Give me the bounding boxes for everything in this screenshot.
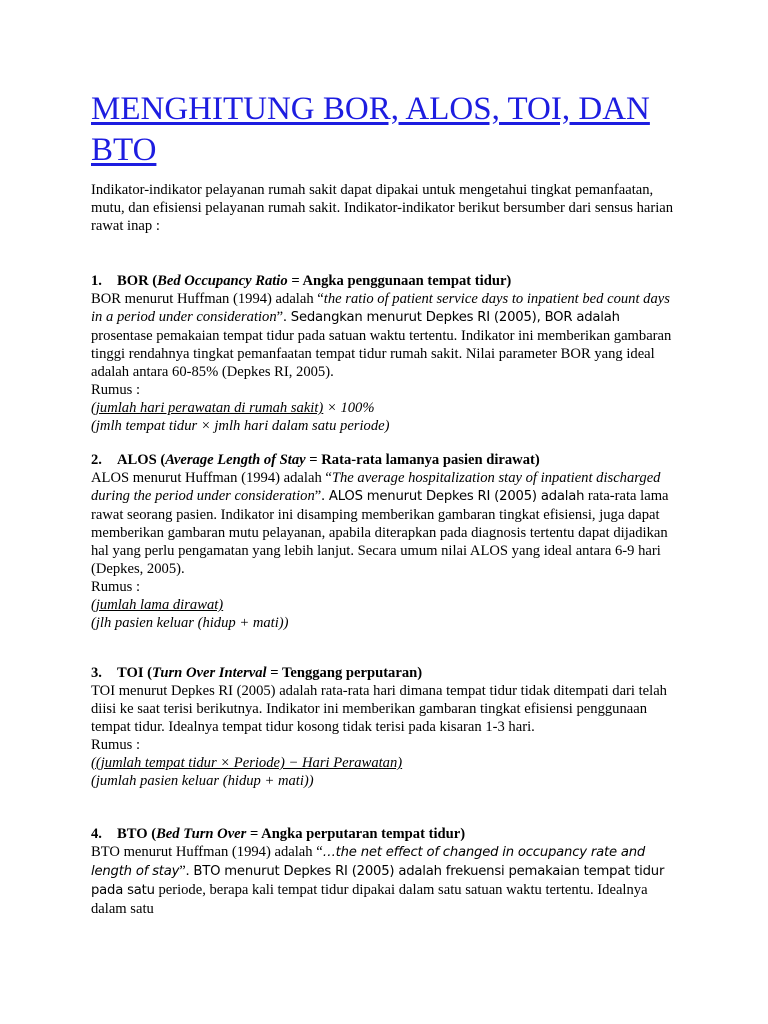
term: Bed Occupancy Ratio [157, 273, 288, 289]
section-bor-body: BOR menurut Huffman (1994) adalah “the ratio of patient service days to inpatient bed count days in a period under consideration”. Sedangkan menurut Depkes RI (2005), BOR adalah prosentase pemakaian tempat tidur pada satuan waktu tertentu. Indikator ini memberikan gambaran tinggi rendahnya tingkat pemanfaatan tempat tidur rumah sakit. Nilai parameter BOR yang ideal adalah antara 60-85% (Depkes RI, 2005). [91, 291, 672, 380]
section-bto [91, 825, 681, 918]
quote: …the net effect of changed in occupancy rate and length of stay [91, 845, 646, 879]
formula-numerator: ((jumlah tempat tidur × Periode) − Hari Perawatan) [91, 755, 403, 771]
rumus-label: Rumus : [91, 382, 141, 398]
section-bto-body: BTO menurut Huffman (1994) adalah “…the net effect of changed in occupancy rate and length of stay”. BTO menurut Depkes RI (2005) adalah frekuensi pemakaian tempat tidur pada satu periode, berapa kali tempat tidur dipakai dalam satu satuan waktu tertentu. Idealnya dalam satu [91, 844, 665, 917]
section-toi-heading: 3. TOI (Turn Over Interval = Tenggang perputaran) [91, 665, 423, 681]
section-alos [91, 451, 681, 632]
section-number: 3. [91, 665, 102, 681]
section-number: 2. [91, 452, 102, 468]
intro-paragraph: Indikator-indikator pelayanan rumah sakit dapat dipakai untuk mengetahui tingkat pemanfaatan, mutu, dan efisiensi pelayanan rumah sakit. Indikator-indikator berikut bersumber dari sensus harian rawat inap : [91, 182, 674, 234]
section-toi [91, 664, 681, 790]
term: Average Length of Stay [165, 452, 306, 468]
section-alos-heading: 2. ALOS (Average Length of Stay = Rata-rata lamanya pasien dirawat) [91, 452, 540, 468]
formula-denominator: (jumlah pasien keluar (hidup + mati)) [91, 773, 314, 789]
formula-numerator: (jumlah hari perawatan di rumah sakit) × 100% [91, 400, 375, 416]
section-toi-body: TOI menurut Depkes RI (2005) adalah rata-rata hari dimana tempat tidur tidak ditempati dari telah diisi ke saat terisi berikutnya. Indikator ini memberikan gambaran tingkat efisiensi penggunaan tempat tidur. Idealnya tempat tidur kosong tidak terisi pada kisaran 1-3 hari. [91, 683, 667, 735]
section-number: 4. [91, 826, 102, 842]
formula-numerator: (jumlah lama dirawat) [91, 597, 224, 613]
section-bor-heading: 1. BOR (Bed Occupancy Ratio = Angka penggunaan tempat tidur) [91, 273, 512, 289]
section-bor [91, 272, 681, 435]
rumus-label: Rumus : [91, 737, 141, 753]
section-number: 1. [91, 273, 102, 289]
rumus-label: Rumus : [91, 579, 141, 595]
term: Turn Over Interval [152, 665, 267, 681]
term: Bed Turn Over [156, 826, 247, 842]
section-bto-heading: 4. BTO (Bed Turn Over = Angka perputaran tempat tidur) [91, 826, 466, 842]
quote: the ratio of patient service days to inpatient bed count days in a period under consideration [91, 291, 670, 325]
formula-denominator: (jmlh tempat tidur × jmlh hari dalam satu periode) [91, 418, 390, 434]
section-alos-body: ALOS menurut Huffman (1994) adalah “The average hospitalization stay of inpatient discharged during the period under consideration”. ALOS menurut Depkes RI (2005) adalah rata-rata lama rawat seorang pasien. Indikator ini disamping memberikan gambaran tingkat efisiensi, juga dapat memberikan gambaran mutu pelayanan, apabila diterapkan pada diagnosis tertentu dapat dijadikan hal yang perlu pengamatan yang lebih lanjut. Secara umum nilai ALOS yang ideal antara 6-9 hari (Depkes, 2005). [91, 470, 669, 577]
quote: The average hospitalization stay of inpatient discharged during the period under consideration [91, 470, 661, 504]
formula-denominator: (jlh pasien keluar (hidup + mati)) [91, 615, 289, 631]
page-title[interactable]: MENGHITUNG BOR, ALOS, TOI, DAN BTO [91, 91, 650, 168]
